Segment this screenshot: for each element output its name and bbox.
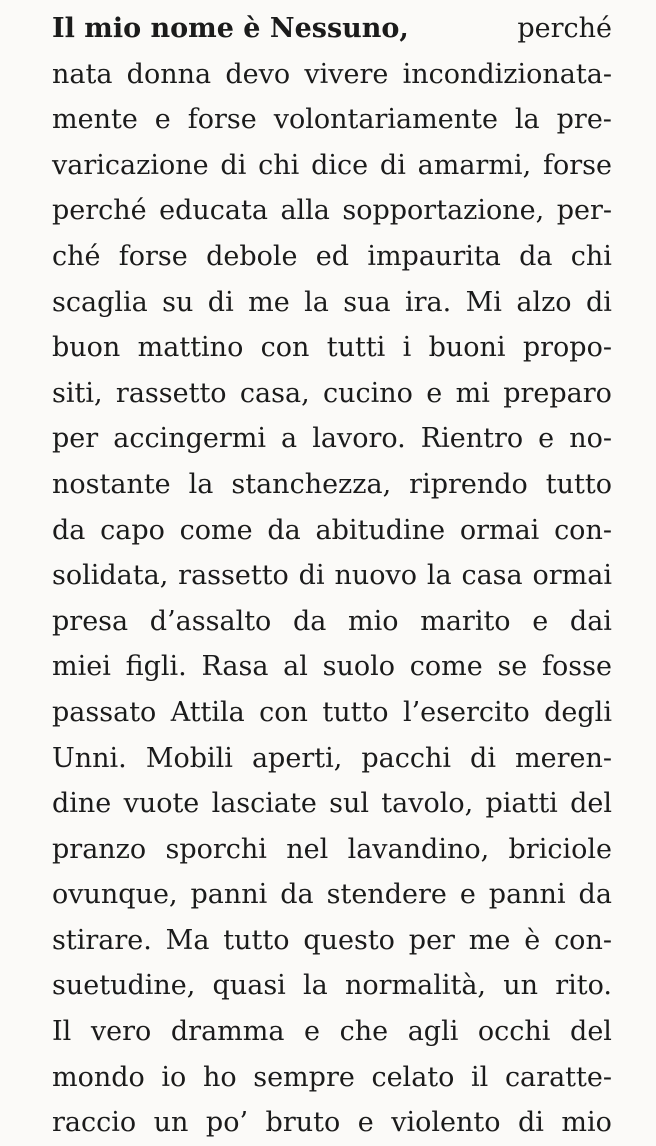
word: la [426, 560, 452, 592]
word: mattino [137, 332, 244, 364]
word: e [538, 423, 555, 455]
word: nostante [52, 468, 171, 500]
word: per [408, 924, 455, 956]
word: mondo [52, 1061, 145, 1093]
paragraph-body [52, 52, 612, 1146]
text-line [52, 872, 612, 918]
word: Mi [465, 286, 502, 318]
word: da [280, 879, 314, 911]
word: marito [420, 605, 511, 637]
word: rito. [555, 970, 612, 1002]
word: po’ [205, 1107, 249, 1139]
word: il [471, 1061, 489, 1093]
text-line [52, 325, 612, 371]
word: che [339, 1016, 389, 1048]
word: sopportazione, [342, 195, 545, 227]
word: nel [286, 833, 329, 865]
word: casa, [239, 377, 310, 409]
word: mente [52, 104, 138, 136]
text-line [52, 97, 612, 143]
word: Ma [165, 924, 210, 956]
text-line [52, 599, 612, 645]
word: stendere [326, 879, 447, 911]
word: a [281, 423, 298, 455]
word: tutto [322, 696, 389, 728]
word: per- [556, 195, 612, 227]
text-line [52, 781, 612, 827]
document-page [52, 6, 612, 1146]
word: e [459, 879, 476, 911]
word: da [578, 879, 612, 911]
word: volontariamente [273, 104, 498, 136]
word: passato [52, 696, 157, 728]
word: buon [52, 332, 121, 364]
text-line [52, 234, 612, 280]
word: dramma [170, 1016, 285, 1048]
word: con- [554, 514, 612, 546]
word: figli. [125, 651, 187, 683]
word: nuovo [334, 560, 417, 592]
word: pacchi [361, 742, 451, 774]
word: solidata, [52, 560, 169, 592]
word: di [379, 149, 406, 181]
word: i [402, 332, 412, 364]
word: celato [371, 1061, 455, 1093]
word: ovunque, [52, 879, 178, 911]
text-line [52, 918, 612, 964]
word: mi [455, 377, 490, 409]
word: dine [52, 788, 112, 820]
word: quasi [212, 970, 286, 1002]
word: panni [190, 879, 268, 911]
word: tutto [545, 468, 612, 500]
word: la [514, 104, 540, 136]
word: presa [52, 605, 129, 637]
word: stanchezza, [231, 468, 392, 500]
word: come [409, 651, 483, 683]
word: raccio [52, 1107, 137, 1139]
word: da [267, 514, 301, 546]
word: siti, [52, 377, 103, 409]
text-line [52, 508, 612, 554]
word: me [248, 286, 290, 318]
text-line [52, 52, 612, 98]
word: forse [542, 149, 612, 181]
word: aperti, [251, 742, 343, 774]
word: alzo [516, 286, 572, 318]
word: buoni [428, 332, 506, 364]
word: tutto [223, 924, 290, 956]
word: con [260, 332, 310, 364]
word: dai [569, 605, 612, 637]
word: chi [258, 149, 300, 181]
word: di [207, 286, 234, 318]
word: Rasa [201, 651, 269, 683]
word: pre- [556, 104, 612, 136]
text-line [52, 188, 612, 234]
text-line [52, 827, 612, 873]
word: panni [488, 879, 566, 911]
word: la [188, 468, 214, 500]
word: d’assalto [149, 605, 272, 637]
word: Attila [170, 696, 245, 728]
lead-phrase: Il mio nome è Nessuno, [52, 13, 409, 44]
text-line [52, 1009, 612, 1055]
text-line [52, 553, 612, 599]
word: pranzo [52, 833, 147, 865]
text-segment: perché [517, 13, 612, 44]
text-line [52, 371, 612, 417]
word: nata [52, 58, 113, 90]
word: devo [225, 58, 291, 90]
word: ormai [532, 560, 612, 592]
word: un [503, 970, 538, 1002]
word: briciole [508, 833, 612, 865]
word: sua [343, 286, 391, 318]
word: perché [52, 195, 147, 227]
word: riprendo [409, 468, 528, 500]
word: dice [311, 149, 369, 181]
word: rassetto [115, 377, 227, 409]
word: questo [303, 924, 395, 956]
word: l’esercito [402, 696, 530, 728]
text-line [52, 1055, 612, 1101]
word: educata [159, 195, 268, 227]
word: donna [126, 58, 212, 90]
text-line [52, 644, 612, 690]
word: fosse [542, 651, 612, 683]
word: se [497, 651, 528, 683]
text-line [52, 6, 612, 52]
word: sporchi [165, 833, 267, 865]
word: meren- [515, 742, 612, 774]
word: e [304, 1016, 321, 1048]
word: varicazione [52, 149, 209, 181]
word: e [532, 605, 549, 637]
word: lavoro. [312, 423, 406, 455]
word: Il [52, 1016, 72, 1048]
word: bruto [265, 1107, 341, 1139]
word: casa [461, 560, 523, 592]
word: scaglia [52, 286, 148, 318]
word: la [303, 970, 328, 1002]
word: di [220, 149, 247, 181]
word: di [298, 560, 325, 592]
word: Rientro [420, 423, 524, 455]
word: suetudine, [52, 970, 196, 1002]
word: cucino [323, 377, 413, 409]
text-line [52, 690, 612, 736]
word: ho [202, 1061, 237, 1093]
text-line [52, 280, 612, 326]
word: vivere [304, 58, 389, 90]
text-line [52, 1100, 612, 1146]
word: ed [315, 240, 350, 272]
word: piatti [485, 788, 558, 820]
word: del [570, 1016, 612, 1048]
word: suolo [322, 651, 396, 683]
word: miei [52, 651, 111, 683]
word: Unni. [52, 742, 127, 774]
word: tutti [326, 332, 386, 364]
word: impaurita [367, 240, 501, 272]
word: da [52, 514, 86, 546]
word: propo- [522, 332, 612, 364]
word: vero [90, 1016, 152, 1048]
word: preparo [503, 377, 612, 409]
word: degli [544, 696, 612, 728]
word: Mobili [145, 742, 233, 774]
word: mio [348, 605, 399, 637]
word: caratte- [504, 1061, 612, 1093]
word: mio [561, 1107, 612, 1139]
word: alla [280, 195, 330, 227]
text-line [52, 462, 612, 508]
word: me [468, 924, 511, 956]
word: sempre [253, 1061, 355, 1093]
word: agli [407, 1016, 459, 1048]
word: è [524, 924, 541, 956]
word: capo [100, 514, 165, 546]
word: stirare. [52, 924, 152, 956]
word: violento [391, 1107, 501, 1139]
word: da [292, 605, 327, 637]
word: per [52, 423, 99, 455]
word: e [426, 377, 443, 409]
text-line [52, 963, 612, 1009]
word: occhi [477, 1016, 551, 1048]
word: tavolo, [381, 788, 474, 820]
word: io [161, 1061, 187, 1093]
word: con [259, 696, 308, 728]
word: vuote [123, 788, 200, 820]
word: forse [187, 104, 257, 136]
word: al [283, 651, 308, 683]
word: no- [569, 423, 612, 455]
word: del [570, 788, 612, 820]
text-line [52, 416, 612, 462]
word: di [470, 742, 496, 774]
text-line [52, 143, 612, 189]
word: come [179, 514, 253, 546]
word: con- [554, 924, 612, 956]
word: da [519, 240, 553, 272]
word: chi [570, 240, 612, 272]
word: rassetto [178, 560, 289, 592]
word: amarmi, [417, 149, 532, 181]
word: ormai [459, 514, 540, 546]
word: e [357, 1107, 374, 1139]
word: normalità, [344, 970, 487, 1002]
word: di [585, 286, 612, 318]
word: lasciate [211, 788, 317, 820]
word: lavandino, [347, 833, 490, 865]
word: ché [52, 240, 101, 272]
word: incondizionata- [402, 58, 612, 90]
word: accingermi [113, 423, 266, 455]
text-line [52, 736, 612, 782]
word: di [517, 1107, 544, 1139]
word: la [304, 286, 329, 318]
word: un [153, 1107, 189, 1139]
word: sul [329, 788, 369, 820]
word: abitudine [315, 514, 446, 546]
word: su [162, 286, 194, 318]
word: forse [118, 240, 188, 272]
word: e [154, 104, 171, 136]
word: debole [206, 240, 298, 272]
word: ira. [405, 286, 452, 318]
